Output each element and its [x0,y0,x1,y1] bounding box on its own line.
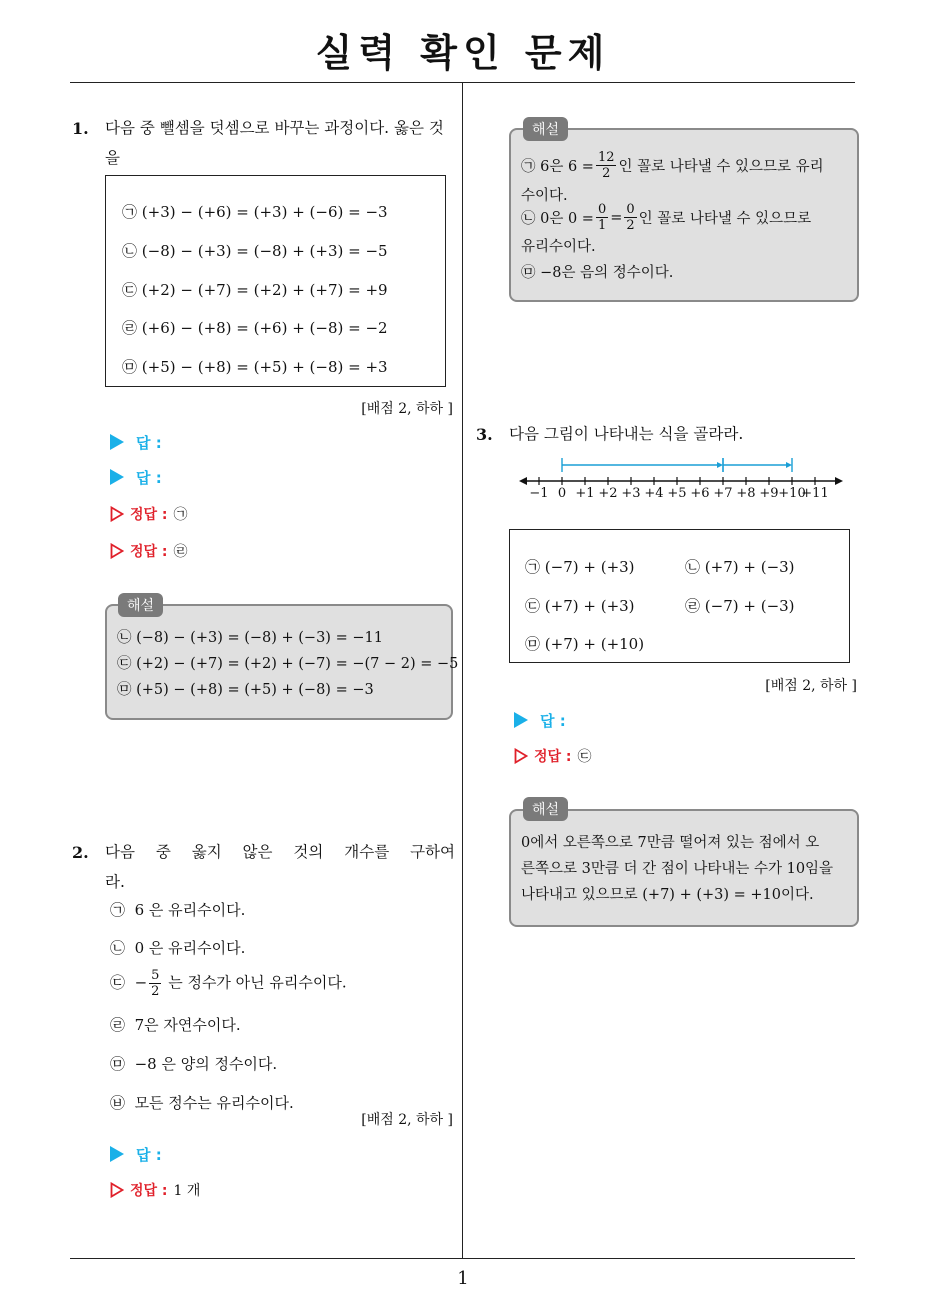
play-arrow-icon [110,1146,124,1162]
outline-triangle-icon [110,506,124,522]
q2-text-line1: 다음 중 옳지 않은 것의 개수를 구하여 [105,843,455,861]
q1-option[interactable]: ㉡ (−8) − (+3) = (−8) + (+3) = −5 [122,242,388,260]
q1-solution-line: ㉤ (+5) − (+8) = (+5) + (−8) = −3 [117,682,374,698]
q1-option[interactable]: ㉣ (+6) − (+8) = (+6) + (−8) = −2 [122,319,388,337]
q2-text-line2: 라. [105,873,125,891]
arrowhead-icon [717,462,723,468]
number-line-tick-label: +6 [690,486,710,501]
q1-number: 1. [72,119,89,138]
axis-arrowhead-left [519,477,527,485]
q1-correct-answer: 정답 : ㉠ [110,504,188,524]
number-line-tick-label: +1 [575,486,595,501]
number-line-tick-label: +9 [759,486,779,501]
number-line-tick-label: +8 [736,486,756,501]
number-line-tick-label: +10 [778,486,806,501]
q1-answer-field-2[interactable]: 답 : [110,467,162,488]
number-line-tick-label: +2 [598,486,618,501]
q1-text-line1: 다음 중 뺄셈을 덧셈으로 바꾸는 과정이다. 옳은 것을 [105,119,444,167]
q2-solution-line: ㉡ 0은 0 = $\frac{0}{1}$ = $\frac{0}{2}$ 인 꼴로 나타낼 수 있으므로 [521,202,812,233]
q2-statement: ㉤ −8 은 양의 정수이다. [110,1055,278,1073]
outline-triangle-icon [110,543,124,559]
play-arrow-icon [514,712,528,728]
q1-solution-line: ㉡ (−8) − (+3) = (−8) + (−3) = −11 [117,630,383,646]
column-divider [462,83,463,1259]
page-number: 1 [457,1268,469,1289]
q1-solution-line: ㉢ (+2) − (+7) = (+2) + (−7) = −(7 − 2) = −5 [117,656,459,672]
q2-solution-line: 유리수이다. [521,239,596,255]
q3-answer-field[interactable]: 답 : [514,710,566,731]
q2-statement: ㉢ − $\frac{5}{2}$ 는 정수가 아닌 유리수이다. [110,968,347,999]
q2-solution-line: ㉤ −8은 음의 정수이다. [521,265,674,281]
q2-solution-line: ㉠ 6은 6 = $\frac{12}{2}$ 인 꼴로 나타낼 수 있으므로 유리 [521,150,824,181]
number-line-tick-label: +4 [644,486,664,501]
q2-statement: ㉥ 모든 정수는 유리수이다. [110,1094,294,1112]
q2-score: [배점 2, 하하 ] [361,1112,453,1128]
q3-option[interactable]: ㉡ (+7) + (−3) [685,558,795,576]
q3-option[interactable]: ㉠ (−7) + (+3) [525,558,635,576]
q2-solution-tag: 해설 [523,117,568,141]
q3-solution-tag: 해설 [523,797,568,821]
bottom-rule [70,1258,855,1259]
fraction: $\frac{5}{2}$ [151,968,160,999]
q3-number: 3. [476,425,493,444]
number-line-labels [505,486,850,506]
q3-option[interactable]: ㉢ (+7) + (+3) [525,597,635,615]
play-arrow-icon [110,434,124,450]
outline-triangle-icon [110,1182,124,1198]
page-title: 실력 확인 문제 [315,31,611,75]
q2-correct-answer: 정답 : 1 개 [110,1180,200,1200]
number-line-tick-label: +5 [667,486,687,501]
q3-option[interactable]: ㉤ (+7) + (+10) [525,635,645,653]
q3-solution-line: 0에서 오른쪽으로 7만큼 떨어져 있는 점에서 오 [521,835,820,851]
number-line-tick-label: +11 [801,486,829,501]
q2-statement: ㉣ 7은 자연수이다. [110,1016,241,1034]
q1-solution-tag: 해설 [118,593,163,617]
q3-solution-line: 나타내고 있으므로 (+7) + (+3) = +10이다. [521,887,814,903]
q1-option[interactable]: ㉠ (+3) − (+6) = (+3) + (−6) = −3 [122,203,388,221]
outline-triangle-icon [514,748,528,764]
number-line-tick-label: 0 [557,486,567,501]
axis-arrowhead-right [835,477,843,485]
q2-solution-line: 수이다. [521,188,568,204]
number-line-tick-label: +3 [621,486,641,501]
arrowhead-icon [786,462,792,468]
number-line-tick-label: +7 [713,486,733,501]
q2-statement: ㉠ 6 은 유리수이다. [110,901,246,919]
q3-solution-line: 른쪽으로 3만큼 더 간 점이 나타내는 수가 10임을 [521,861,834,877]
q1-correct-answer: 정답 : ㉣ [110,541,188,561]
q1-score: [배점 2, 하하 ] [361,401,453,417]
q2-number: 2. [72,843,89,862]
play-arrow-icon [110,469,124,485]
q1-answer-field-1[interactable]: 답 : [110,432,162,453]
q2-question [105,837,455,897]
q2-answer-field[interactable]: 답 : [110,1144,162,1165]
q1-option[interactable]: ㉢ (+2) − (+7) = (+2) + (+7) = +9 [122,281,388,299]
q3-score: [배점 2, 하하 ] [765,678,857,694]
q2-statement: ㉡ 0 은 유리수이다. [110,939,246,957]
q3-question: 다음 그림이 나타내는 식을 골라라. [509,425,744,443]
q3-option[interactable]: ㉣ (−7) + (−3) [685,597,795,615]
number-line-tick-label: −1 [529,486,549,501]
q1-option[interactable]: ㉤ (+5) − (+8) = (+5) + (−8) = +3 [122,358,388,376]
q3-correct-answer: 정답 : ㉢ [514,746,592,766]
